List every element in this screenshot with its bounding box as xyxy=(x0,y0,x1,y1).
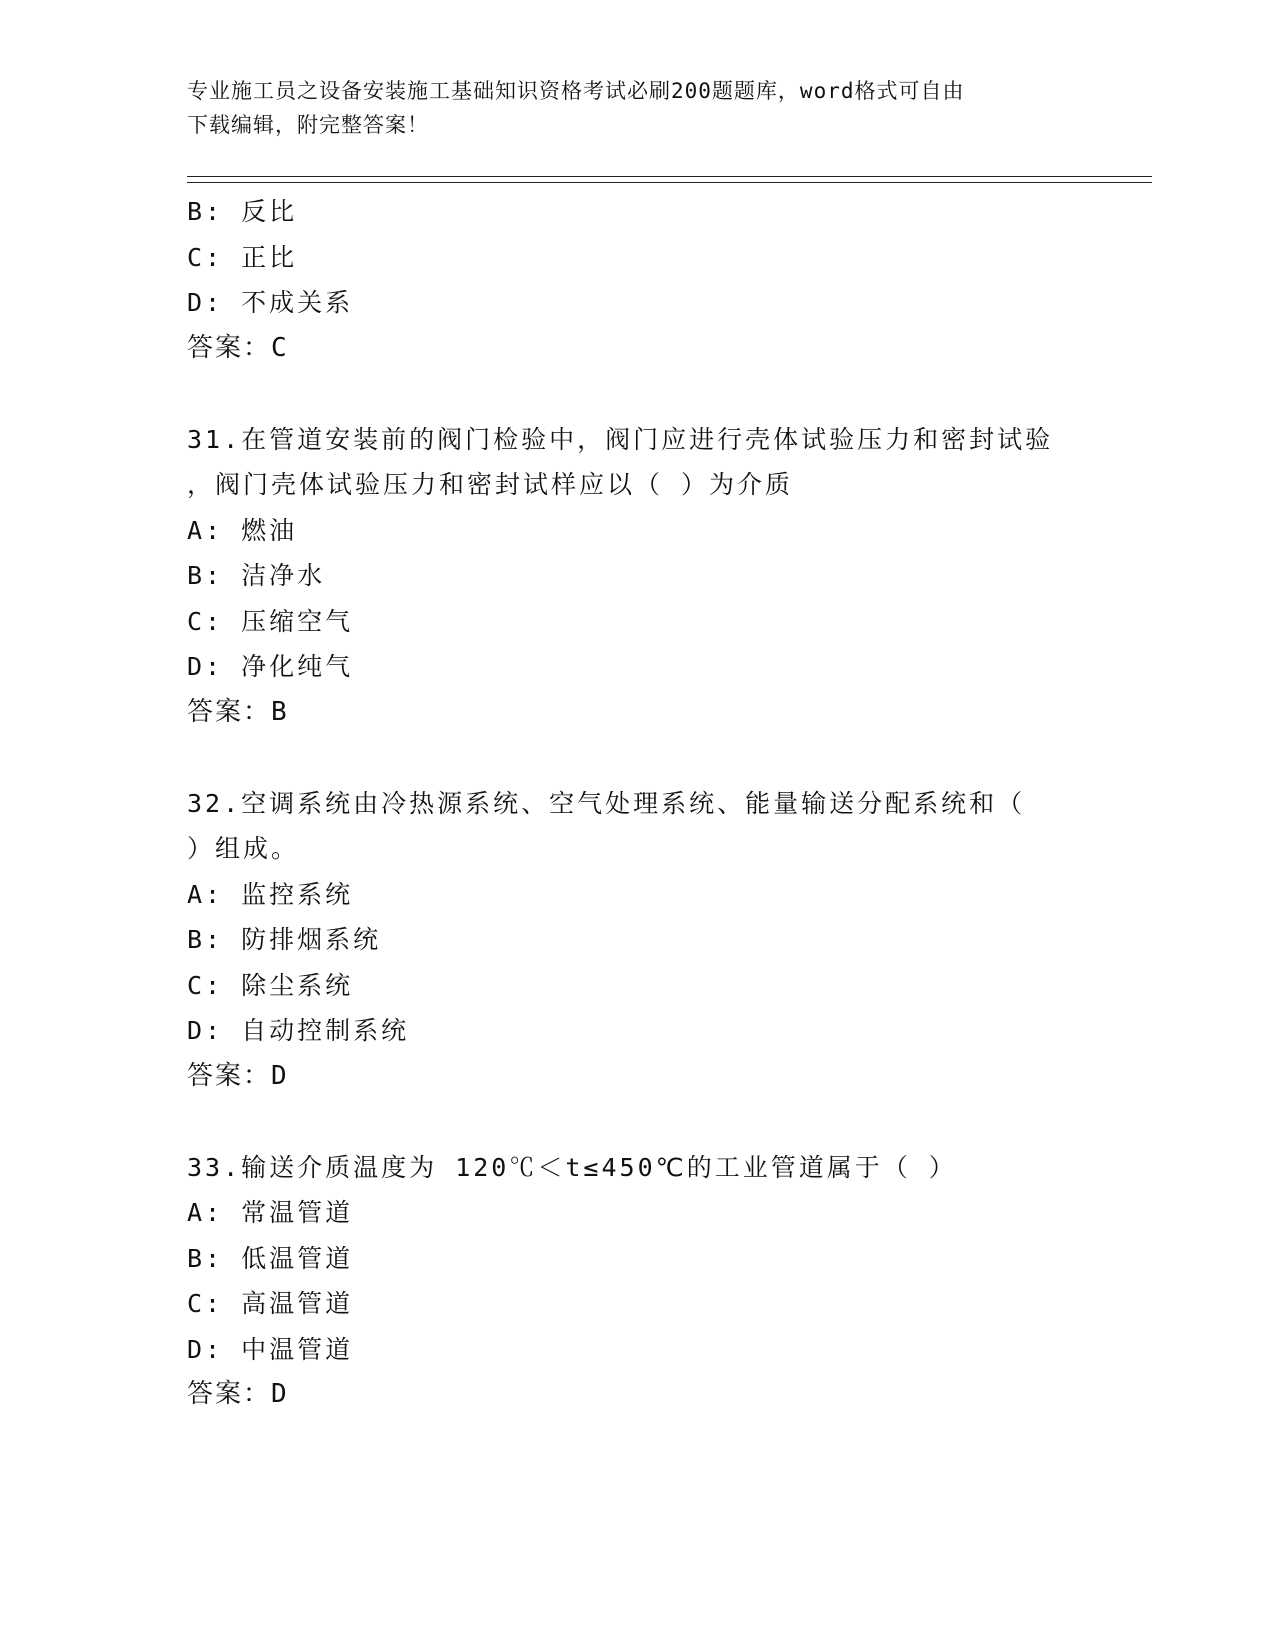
answer-line: 答案：D xyxy=(187,1060,289,1091)
document-header xyxy=(187,74,1067,142)
option-b: B: 低温管道 xyxy=(187,1243,354,1273)
option-c: C: 除尘系统 xyxy=(187,970,354,1000)
question-stem-line: 32.空调系统由冷热源系统、空气处理系统、能量输送分配系统和（ xyxy=(187,788,1026,818)
header-divider-top xyxy=(187,176,1152,177)
continued-question xyxy=(187,189,1087,371)
option-d: D: 不成关系 xyxy=(187,288,354,317)
option-d: D: 中温管道 xyxy=(187,1334,354,1364)
answer-line: 答案：D xyxy=(187,1379,289,1409)
option-b: B: 反比 xyxy=(187,197,298,226)
option-a: A: 常温管道 xyxy=(187,1198,354,1227)
option-c: C: 压缩空气 xyxy=(187,606,354,636)
spacer xyxy=(187,1099,1087,1145)
option-c: C: 高温管道 xyxy=(187,1289,354,1318)
option-b: B: 防排烟系统 xyxy=(187,925,382,954)
header-line-1: 专业施工员之设备安装施工基础知识资格考试必刷200题题库，word格式可自由 xyxy=(187,79,965,103)
option-d: D: 自动控制系统 xyxy=(187,1016,410,1045)
option-c: C: 正比 xyxy=(187,242,298,272)
answer-line: 答案：B xyxy=(187,696,289,727)
question-32 xyxy=(187,781,1087,1100)
question-33 xyxy=(187,1145,1087,1418)
spacer xyxy=(187,371,1087,417)
question-31 xyxy=(187,417,1087,736)
spacer xyxy=(187,735,1087,781)
option-a: A: 燃油 xyxy=(187,515,298,545)
question-stem-line: ，阀门壳体试验压力和密封试样应以（ ）为介质 xyxy=(187,470,794,499)
header-divider-bottom xyxy=(187,182,1152,183)
question-content xyxy=(187,189,1087,1418)
header-line-2: 下载编辑，附完整答案！ xyxy=(187,113,429,137)
question-stem-line: 33.输送介质温度为 120℃＜t≤450℃的工业管道属于（ ） xyxy=(187,1152,957,1182)
question-stem-line: 31.在管道安装前的阀门检验中，阀门应进行壳体试验压力和密封试验 xyxy=(187,424,1054,454)
option-d: D: 净化纯气 xyxy=(187,652,354,681)
answer-line: 答案：C xyxy=(187,332,289,363)
option-a: A: 监控系统 xyxy=(187,879,354,909)
option-b: B: 洁净水 xyxy=(187,561,326,590)
question-stem-line: ）组成。 xyxy=(187,834,300,863)
